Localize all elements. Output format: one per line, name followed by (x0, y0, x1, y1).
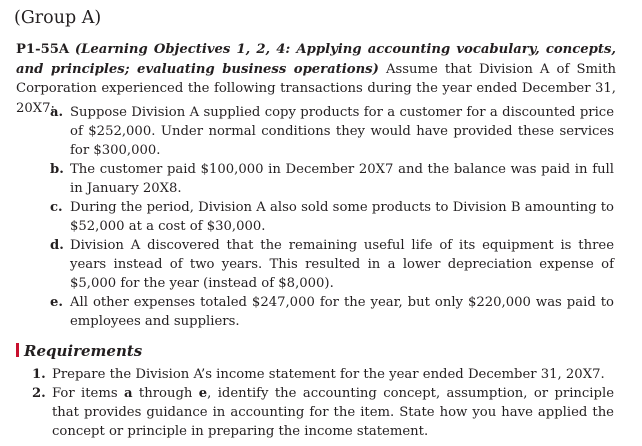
requirements-list (32, 365, 614, 441)
item-marker: e. (50, 295, 63, 310)
item-marker: b. (50, 162, 64, 177)
list-item-b (50, 160, 614, 198)
item-text: All other expenses totaled $247,000 for the year, but only $220,000 was paid to employees and suppliers. (70, 295, 614, 329)
requirement-marker: 2. (32, 386, 46, 401)
requirement-marker: 1. (32, 367, 46, 382)
item-ref-e: e (198, 386, 208, 401)
list-item-a (50, 103, 614, 160)
group-heading: (Group A) (14, 8, 102, 28)
accent-bar (16, 343, 19, 357)
item-marker: c. (50, 200, 63, 215)
requirements-heading (16, 340, 142, 362)
item-ref-a: a (124, 386, 133, 401)
problem-intro: Assume that Division A of Smith Corporation experienced the following transactions during the year ended December 31, 20X7: (16, 61, 616, 116)
requirement-text-after: , identify the accounting concept, assumption, or principle that provides guidance in accounting for the item. State how you have applied the concept or principle in preparing the income statement. (52, 386, 614, 439)
item-marker: d. (50, 238, 64, 253)
requirement-text: Prepare the Division A’s income statement for the year ended December 31, 20X7. (52, 367, 605, 382)
list-item-d (50, 236, 614, 293)
requirement-text-middle: through (132, 386, 199, 401)
problem-id: P1-55A (16, 42, 70, 57)
list-item-e (50, 293, 614, 331)
requirement-text-before: For items (52, 386, 124, 401)
transaction-list (50, 103, 614, 331)
item-text: During the period, Division A also sold some products to Division B amounting to $52,000 at a cost of $30,000. (70, 200, 614, 234)
list-item-c (50, 198, 614, 236)
requirement-2 (32, 384, 614, 441)
item-text: Division A discovered that the remaining useful life of its equipment is three years instead of two years. This resulted in a lower depreciation expense of $5,000 for the year (instead of $8,000). (70, 238, 614, 291)
learning-objectives: (Learning Objectives 1, 2, 4: Applying accounting vocabulary, concepts, and principles; evaluating business operations) (16, 42, 616, 77)
requirement-1 (32, 365, 614, 384)
item-text: Suppose Division A supplied copy products for a customer for a discounted price of $252,000. Under normal conditions they would have provided these services for $300,000. (70, 105, 614, 158)
item-text: The customer paid $100,000 in December 20X7 and the balance was paid in full in January 20X8. (70, 162, 614, 196)
item-marker: a. (50, 105, 64, 120)
requirements-heading-text: Requirements (24, 342, 143, 360)
